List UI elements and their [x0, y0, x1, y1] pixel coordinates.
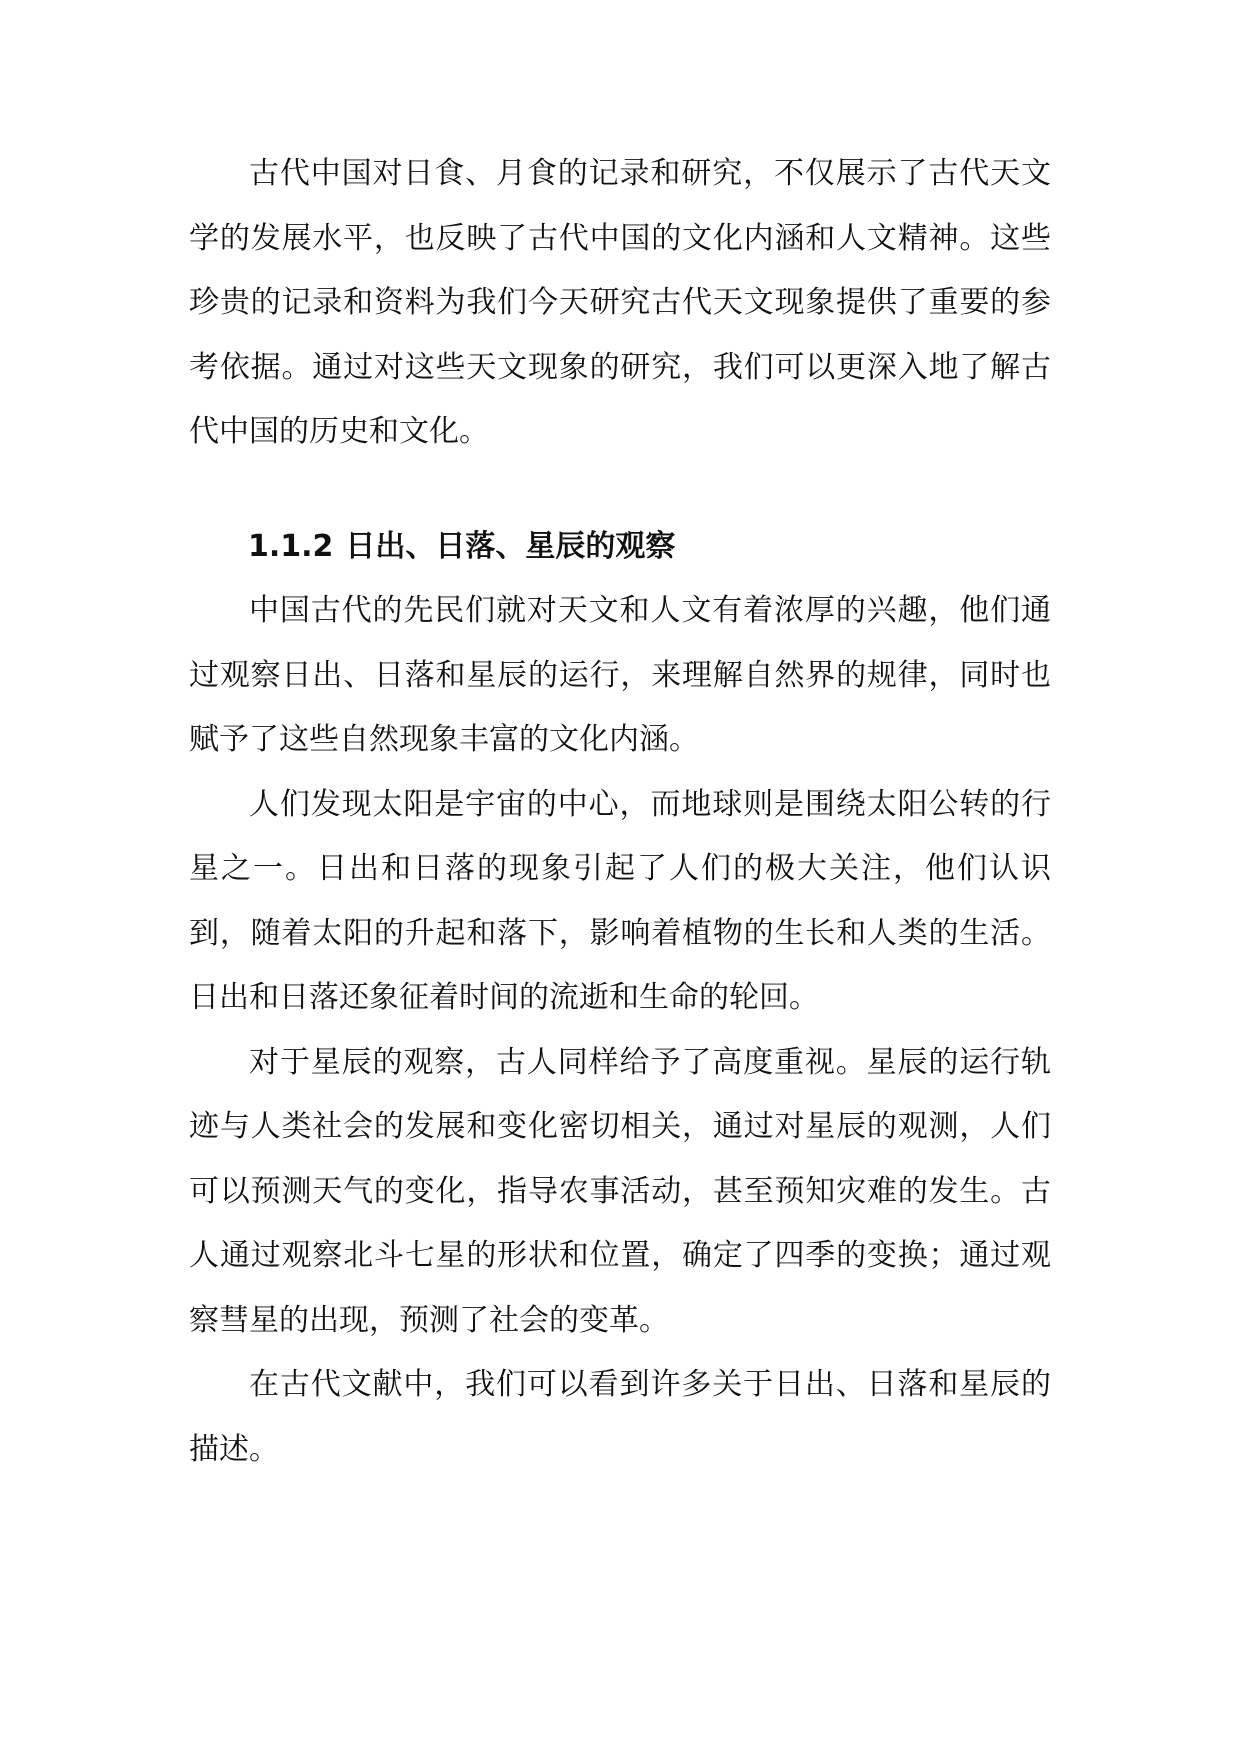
document-body [189, 142, 1051, 1482]
paragraph-ancient-literature: 在古代文献中，我们可以看到许多关于日出、日落和星辰的描述。 [189, 1367, 1051, 1467]
paragraph-sunrise-sunset: 人们发现太阳是宇宙的中心，而地球则是围绕太阳公转的行星之一。日出和日落的现象引起了人们的极大关注，他们认识到，随着太阳的升起和落下，影响着植物的生长和人类的生活。日出和日落还象征着时间的流逝和生命的轮回。 [189, 786, 1051, 1015]
section-gap [189, 465, 1051, 515]
paragraph-eclipse-records: 古代中国对日食、月食的记录和研究，不仅展示了古代天文学的发展水平，也反映了古代中国的文化内涵和人文精神。这些珍贵的记录和资料为我们今天研究古代天文现象提供了重要的参考依据。通过对这些天文现象的研究，我们可以更深入地了解古代中国的历史和文化。 [189, 156, 1051, 449]
section-heading [189, 515, 1051, 580]
section-title: 日出、日落、星辰的观察 [345, 528, 676, 564]
paragraph-ancestors-interest: 中国古代的先民们就对天文和人文有着浓厚的兴趣，他们通过观察日出、日落和星辰的运行，来理解自然界的规律，同时也赋予了这些自然现象丰富的文化内涵。 [189, 593, 1051, 757]
paragraph-star-observation: 对于星辰的观察，古人同样给予了高度重视。星辰的运行轨迹与人类社会的发展和变化密切相关，通过对星辰的观测，人们可以预测天气的变化，指导农事活动，甚至预知灾难的发生。古人通过观察北斗七星的形状和位置，确定了四季的变换；通过观察彗星的出现，预测了社会的变革。 [189, 1044, 1051, 1338]
section-number: 1.1.2 [248, 528, 334, 564]
